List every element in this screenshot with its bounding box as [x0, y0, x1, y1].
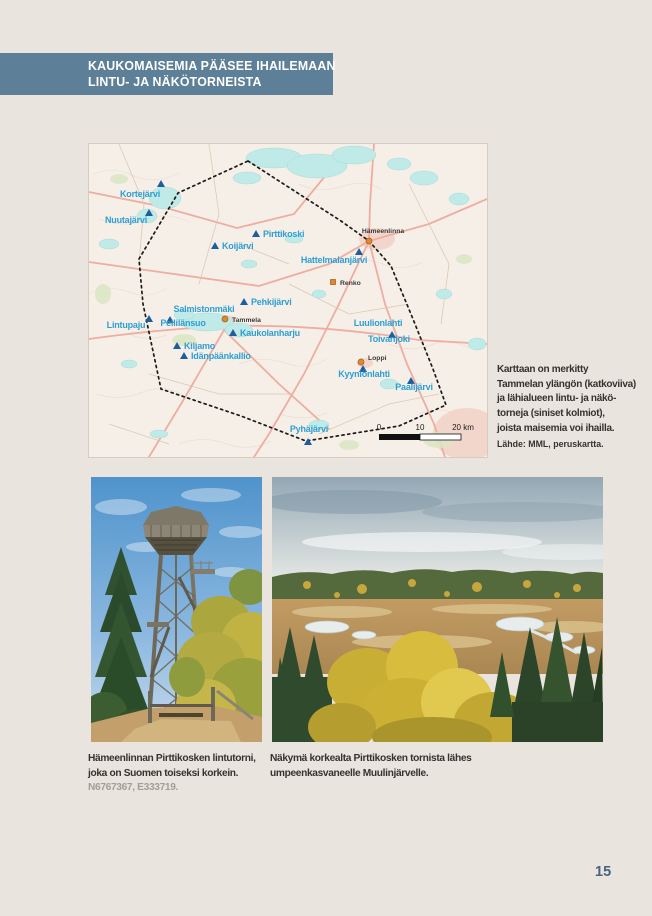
tower-label: Pehkijärvi	[251, 297, 292, 307]
tower-label: Kiljamo	[184, 341, 216, 351]
town-square-marker	[331, 280, 336, 285]
caption-line: Karttaan on merkitty	[497, 364, 589, 375]
town-label: Loppi	[368, 355, 387, 362]
scale-bar-white	[420, 434, 461, 440]
caption-line: N6767367, E333719.	[88, 782, 178, 794]
tower-label: Idänpäänkallio	[191, 351, 251, 361]
town-label: Renko	[340, 280, 361, 287]
caption-line: joka on Suomen toiseksi korkein.	[88, 767, 239, 779]
tower-label: Pellilänsuo	[160, 318, 206, 328]
town-label: Hämeenlinna	[361, 228, 405, 235]
town-circle-marker	[366, 238, 372, 244]
town-circle-marker	[222, 316, 228, 322]
caption-line: Hämeenlinnan Pirttikosken lintutorni,	[88, 753, 256, 764]
lake-view-illustration	[272, 477, 603, 742]
caption-line: torneja (siniset kolmiot),	[497, 408, 605, 420]
caption-lake-view	[270, 752, 550, 781]
caption-line: Lähde: MML, peruskartta.	[497, 438, 604, 449]
tower-label: Salmistonmäki	[173, 304, 235, 314]
map-figure	[88, 143, 488, 458]
tower-label: Nuutajärvi	[104, 215, 148, 225]
tower-label: Koijärvi	[222, 241, 254, 251]
scale-label-20km: 20 km	[452, 423, 474, 432]
tower-label: Paalijärvi	[395, 382, 433, 392]
tower-label: Pirttikoski	[263, 229, 305, 239]
town-circle-marker	[358, 359, 364, 365]
caption-line: umpeenkasvaneelle Muulinjärvelle.	[270, 767, 429, 779]
tower-label: Kortejärvi	[119, 189, 161, 199]
caption-line: Tammelan ylängön (katkoviiva)	[497, 378, 636, 390]
caption-bird-tower	[88, 752, 288, 796]
tower-label: Luulionlahti	[353, 318, 403, 328]
map-svg	[89, 144, 487, 457]
tower-label: Kaukolanharju	[240, 328, 300, 338]
tower-label: Lintupaju	[106, 320, 146, 330]
page-number: 15	[595, 864, 612, 880]
scale-bar-black	[379, 434, 420, 440]
town-label: Tammela	[232, 317, 261, 324]
distant-forest	[272, 569, 603, 602]
scale-label-10: 10	[415, 423, 425, 432]
tower-label: Hattelmalanjärvi	[300, 255, 368, 265]
tower-label: Toivanjoki	[368, 334, 410, 344]
section-banner	[0, 53, 336, 95]
caption-line: ja lähialueen lintu- ja näkö-	[497, 393, 617, 405]
caption-line: joista maisemia voi ihailla.	[497, 422, 615, 434]
map-caption	[497, 363, 652, 451]
photo-bird-tower	[91, 477, 262, 742]
photo-lake-view	[272, 477, 603, 742]
caption-line: Näkymä korkealta Pirttikosken tornista lähes	[270, 753, 472, 764]
banner-title-line1: KAUKOMAISEMIA PÄÄSEE IHAILEMAAN	[88, 58, 336, 73]
tower-label: Kyyniönlahti	[338, 369, 390, 379]
scale-label-0: 0	[376, 423, 382, 432]
bird-tower-illustration	[91, 477, 262, 742]
banner-title-line2: LINTU- JA NÄKÖTORNEISTA	[88, 74, 262, 89]
tower-label: Pyhäjärvi	[289, 424, 329, 434]
